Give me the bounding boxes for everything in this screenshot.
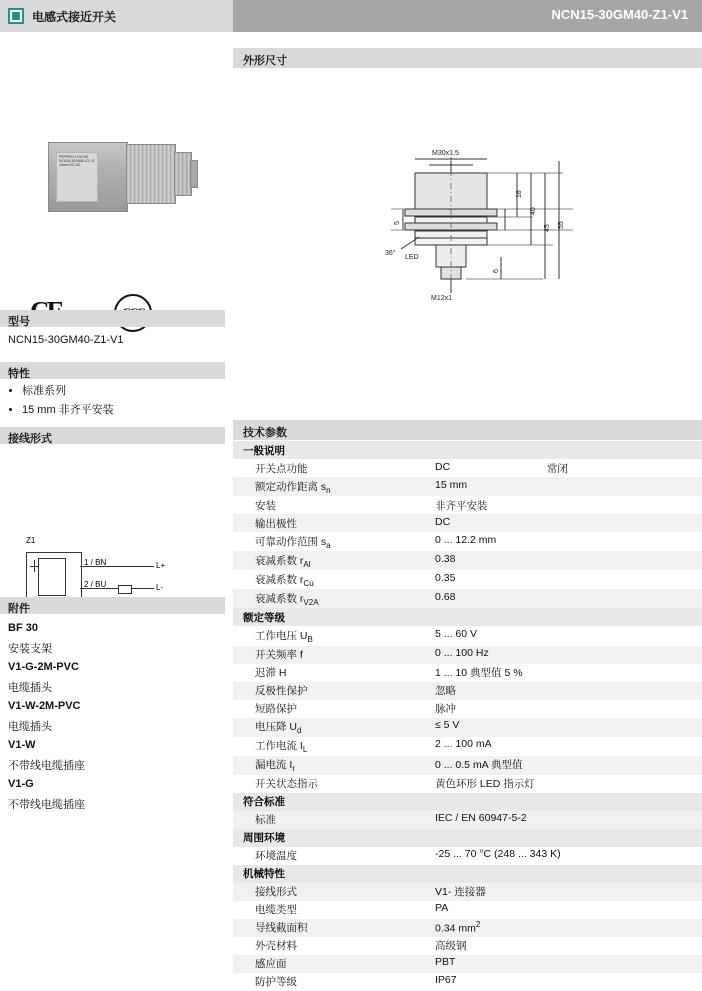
table-row <box>233 883 702 901</box>
spec-value: 0.35 <box>435 571 456 584</box>
spec-value: 0 ... 0.5 mA 典型值 <box>435 756 702 775</box>
spec-section-title: 符合标准 <box>233 793 702 811</box>
table-row <box>233 737 702 756</box>
spec-key: 感应面 <box>233 955 435 973</box>
table-row <box>233 664 702 682</box>
specs-heading: 技术参数 <box>233 420 702 440</box>
wiring-heading: 接线形式 <box>0 427 225 444</box>
spec-key: 衰减系数 $r_{Cu}$ <box>255 573 314 588</box>
spec-value: PBT <box>435 955 702 973</box>
spec-key: 外壳材料 <box>255 940 297 953</box>
spec-value: 15 mm <box>435 477 702 496</box>
spec-value: IP67 <box>435 974 457 987</box>
spec-section-header <box>233 829 702 847</box>
spec-table-body <box>233 441 702 991</box>
spec-key: 衰减系数 $r_{V2A}$ <box>233 589 435 608</box>
spec-key: 衰减系数 $r_{Al}$ <box>233 551 435 570</box>
wiring-label-z1: Z1 <box>26 536 36 545</box>
accessory-name: V1-W-2M-PVC <box>8 700 81 712</box>
table-row <box>233 570 702 589</box>
spec-section-title: 机械特性 <box>233 865 702 883</box>
dim-label-led: LED <box>405 254 419 261</box>
spec-section-header <box>233 793 702 811</box>
wiring-label-lminus: L- <box>156 583 164 592</box>
spec-value: 非齐平安装 <box>435 499 488 512</box>
table-row <box>233 459 702 477</box>
wiring-label-lplus: L+ <box>156 561 166 570</box>
dim-label-40: 40 <box>530 207 537 215</box>
spec-value: 黄色环形 LED 指示灯 <box>435 778 535 791</box>
accessory-desc: 安装支架 <box>8 643 52 655</box>
dim-label-angle: 36° <box>385 250 396 257</box>
spec-key: 防护等级 <box>255 976 297 989</box>
dim-label-thread-top: M30x1,5 <box>432 150 459 157</box>
page-header <box>0 0 702 32</box>
dim-label-55: 55 <box>558 221 565 229</box>
spec-key: 反极性保护 <box>233 682 435 700</box>
table-row <box>233 626 702 645</box>
accessory-name: V1-W <box>8 739 36 751</box>
spec-table <box>233 441 702 991</box>
spec-section-header <box>233 865 702 883</box>
sensor-thread <box>126 144 176 204</box>
table-row <box>233 901 702 919</box>
accessory-name: V1-G-2M-PVC <box>8 661 79 673</box>
header-model: NCN15-30GM40-Z1-V1 <box>551 7 688 22</box>
spec-value: 0.68 <box>435 589 702 608</box>
features-list <box>8 382 114 420</box>
dimension-svg <box>233 97 702 397</box>
table-row <box>233 551 702 570</box>
spec-key: 开关频率 f <box>233 646 435 664</box>
table-row <box>233 756 702 775</box>
product-photo <box>10 52 215 232</box>
table-row <box>233 937 702 955</box>
spec-value: 0 ... 100 Hz <box>435 646 702 664</box>
spec-value: 0 ... 12.2 mm <box>435 533 497 546</box>
table-row <box>233 514 702 532</box>
table-row <box>233 955 702 973</box>
dim-label-5: 5 <box>394 221 401 225</box>
spec-key: 开关点功能 <box>255 462 308 475</box>
table-row <box>233 718 702 737</box>
spec-value: 5 ... 60 V <box>435 627 478 640</box>
wiring-label-pin2: 2 / BU <box>84 580 107 589</box>
spec-key: 短路保护 <box>255 703 297 716</box>
table-row <box>233 532 702 551</box>
list-item: • 标准系列 <box>22 382 114 398</box>
table-row <box>233 589 702 608</box>
spec-value: 脉冲 <box>435 703 456 716</box>
spec-value: 0.38 <box>435 551 702 570</box>
spec-value: IEC / EN 60947-5-2 <box>435 811 702 829</box>
spec-value: PA <box>435 902 449 915</box>
list-item: • 15 mm 非齐平安装 <box>22 401 114 417</box>
left-column <box>0 32 225 914</box>
spec-value-2: 常闭 <box>546 462 568 475</box>
spec-key: 安装 <box>255 499 276 512</box>
spec-key: 迟滞 H <box>255 667 287 680</box>
spec-section-header <box>233 608 702 626</box>
spec-value: 0.34 $mm^2$ <box>435 919 702 937</box>
accessory-desc: 电缆插头 <box>8 682 52 694</box>
spec-key: 开关状态指示 <box>255 778 318 791</box>
model-heading: 型号 <box>0 310 225 327</box>
spec-key: 导线截面积 <box>233 919 435 937</box>
spec-key: 电缆类型 <box>255 904 297 917</box>
table-row <box>233 811 702 829</box>
spec-section-header <box>233 441 702 459</box>
spec-key: 输出极性 <box>233 514 435 532</box>
dimension-drawing <box>233 97 702 397</box>
wiring-inner-box <box>38 558 66 596</box>
table-row <box>233 646 702 664</box>
accessory-name: BF 30 <box>8 622 38 634</box>
spec-key: 工作电压 $U_B$ <box>255 629 313 645</box>
spec-section-title: 周围环境 <box>233 829 702 847</box>
wiring-line <box>118 566 154 567</box>
wiring-load-resistor <box>118 585 132 594</box>
spec-value: DC <box>435 514 702 532</box>
accessory-desc: 不带线电缆插座 <box>8 760 85 772</box>
spec-key: 可靠动作范围 $s_a$ <box>255 535 331 550</box>
dim-label-18: 18 <box>516 190 523 198</box>
table-row <box>233 477 702 496</box>
table-row <box>233 847 702 865</box>
spec-key: 漏电流 $I_r$ <box>233 756 435 775</box>
accessory-desc: 电缆插头 <box>8 721 52 733</box>
dim-label-6: 6 <box>493 269 500 273</box>
sensor-connector <box>190 160 198 188</box>
table-row <box>233 700 702 718</box>
dim-label-thread-bottom: M12x1 <box>431 295 453 302</box>
wiring-label-pin1: 1 / BN <box>84 558 107 567</box>
spec-key: 接线形式 <box>233 883 435 901</box>
accessories-heading: 附件 <box>0 597 225 614</box>
spec-value: DC <box>435 460 451 473</box>
spec-value: V1- 连接器 <box>435 883 702 901</box>
accessory-name: V1-G <box>8 778 34 790</box>
table-row <box>233 496 702 514</box>
dim-label-45: 45 <box>544 224 551 232</box>
sensor-label: PEPPERL+FUCHS NCN15-30GM40-Z1-V1 15mm DC NO <box>56 152 98 202</box>
spec-section-title: 一般说明 <box>233 441 702 459</box>
features-heading: 特性 <box>0 362 225 379</box>
spec-key: 标准 <box>233 811 435 829</box>
spec-key: 环境温度 <box>255 850 297 863</box>
spec-key: 电压降 $U_d$ <box>233 718 435 737</box>
model-value: NCN15-30GM40-Z1-V1 <box>8 334 124 346</box>
square-logo-icon <box>8 8 24 24</box>
table-row <box>233 919 702 937</box>
spec-section-title: 额定等级 <box>233 608 702 626</box>
spec-value: 1 ... 10 典型值 5 % <box>435 667 523 680</box>
table-row <box>233 682 702 700</box>
spec-key: 额定动作距离 $s_n$ <box>233 477 435 496</box>
spec-key: 工作电流 $I_L$ <box>255 740 308 755</box>
spec-value: 2 ... 100 mA <box>435 738 492 751</box>
spec-value: 高级钢 <box>435 940 467 953</box>
spec-value: 忽略 <box>435 682 702 700</box>
wiring-line <box>34 560 35 572</box>
table-row <box>233 973 702 991</box>
spec-value: ≤ 5 V <box>435 718 702 737</box>
table-row <box>233 775 702 793</box>
page-title: 电感式接近开关 <box>32 10 117 24</box>
dimensions-heading: 外形尺寸 <box>233 48 702 68</box>
spec-value: -25 ... 70 °C (248 ... 343 K) <box>435 848 561 861</box>
wiring-line <box>138 588 154 589</box>
accessory-desc: 不带线电缆插座 <box>8 799 85 811</box>
